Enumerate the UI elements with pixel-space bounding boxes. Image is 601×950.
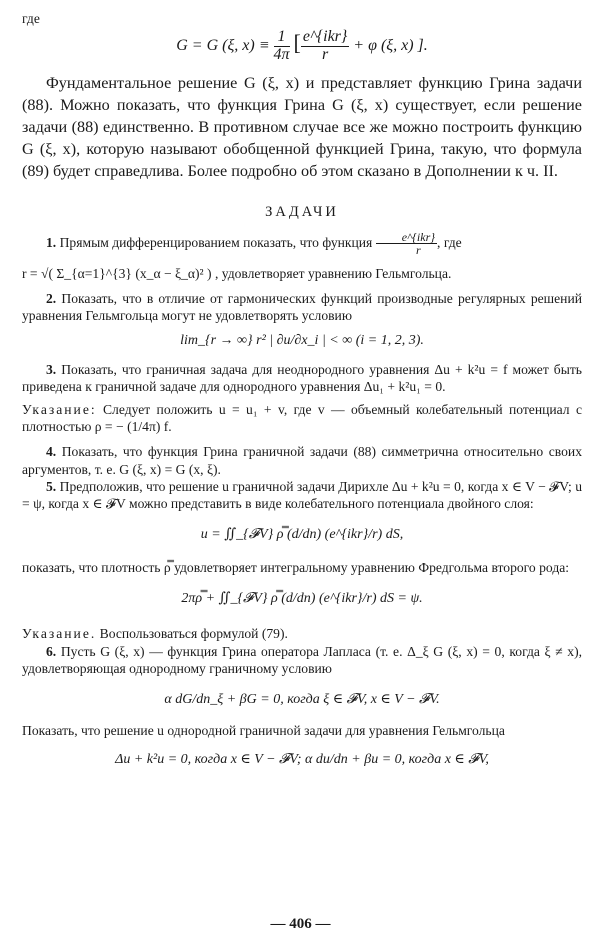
- formula-helmholtz: Δu + k²u = 0, когда x ∈ V − 𝓕V; α du/dn + βu = 0, когда x ∈ 𝓕V,: [115, 752, 489, 768]
- page-number: — 406 —: [270, 916, 331, 932]
- text-gde: где: [22, 11, 40, 26]
- problem-3: 3. Показать, что граничная задача для неоднородного уравнения Δu + k²u = f может быть приведена к граничной задаче для однородного уравнения Δu₁ + k²u₁ = 0.: [22, 361, 582, 394]
- formula-limit: lim_{r → ∞} r² | ∂u/∂x_i | < ∞ (i = 1, 2, 3).: [180, 332, 424, 348]
- problem-6: 6. Пусть G (ξ, x) — функция Грина оператора Лапласа (т. е. Δ_ξ G (ξ, x) = 0, когда ξ ≠ x), удовлетворяющая однородному граничному условию: [22, 643, 582, 676]
- problem-3-hint: Указание: Следует положить u = u₁ + v, где v — объемный колебательный потенциал с плотностью ρ = − (1/4π) f.: [22, 402, 582, 435]
- frac-one-over-4pi: $\frac{1}{4\pi}$: [273, 28, 290, 63]
- formula-boundary-condition: α dG/dn_ξ + βG = 0, когда ξ ∈ 𝓕V, x ∈ V − 𝓕V.: [164, 692, 440, 708]
- problem-5-text: показать, что плотность ρ̿ удовлетворяет интегральному уравнению Фредгольма второго рода:: [22, 560, 570, 576]
- formula-double-layer: u = ∬_{𝓕V} ρ̿ (d/dn) (e^{ikr}/r) dS,: [200, 527, 404, 543]
- section-heading: ЗАДАЧИ: [265, 203, 339, 220]
- problem-1: 1. Прямым дифференцированием показать, что функция $\frac{\text{e\textasciicircum{}\{ikr\}}}{r}$ , где: [46, 229, 462, 258]
- paragraph-green-function: Фундаментальное решение G (ξ, x) и представляет функцию Грина задачи (88). Можно показать, что функция Грина G (ξ, x) существует, если решение задачи (88) единственно. В противном случае все же можно построить функцию G (ξ, x), которую называют обобщенной функцией Грина, такую, что формула (89) будет справедлива. Более подробно об этом сказано в Дополнении к ч. II.: [22, 73, 582, 180]
- formula-lhs: G = G (ξ, x) ≡: [176, 37, 270, 55]
- page: [22, 8, 582, 768]
- problem-5-hint: Указание. Воспользоваться формулой (79).: [22, 626, 288, 642]
- problem-5: 5. Предположив, что решение u граничной задачи Дирихле Δu + k²u = 0, когда x ∈ V − 𝓕V; u = ψ, когда x ∈ 𝓕V можно представить в виде колебательного потенциала двойного слоя:: [22, 478, 582, 512]
- problem-4: 4. Показать, что функция Грина граничной задачи (88) симметрична относительно своих аргументов, т. е. G (ξ, x) = G (x, ξ).: [22, 444, 582, 477]
- formula-fredholm: 2πρ̿ + ∬_{𝓕V} ρ̿ (d/dn) (e^{ikr}/r) dS = ψ.: [181, 591, 423, 607]
- frac-exp-ikr: $\frac{\text{e\textasciicircum{}\{ikr\}}}{r}$: [376, 231, 437, 257]
- problem-6-text: Показать, что решение u однородной граничной задачи для уравнения Гельмгольца: [22, 723, 505, 739]
- problem-2: 2. Показать, что в отличие от гармонических функций производные регулярных решений уравнения Гельмгольца могут не удовлетворять условию: [22, 291, 582, 324]
- formula-green-function: G = G (ξ, x) ≡ $\frac{1}{4\pi}$ [ $\frac{\text{e\textasciicircum{}\{ikr\}}}{r}$ + φ (ξ, x) ].: [176, 28, 428, 63]
- frac-exp-over-r: $\frac{\text{e\textasciicircum{}\{ikr\}}}{r}$: [302, 28, 348, 63]
- problem-1-formula: r = √( Σ_{α=1}^{3} (x_α − ξ_α)² ) , удовлетворяет уравнению Гельмгольца.: [22, 265, 452, 281]
